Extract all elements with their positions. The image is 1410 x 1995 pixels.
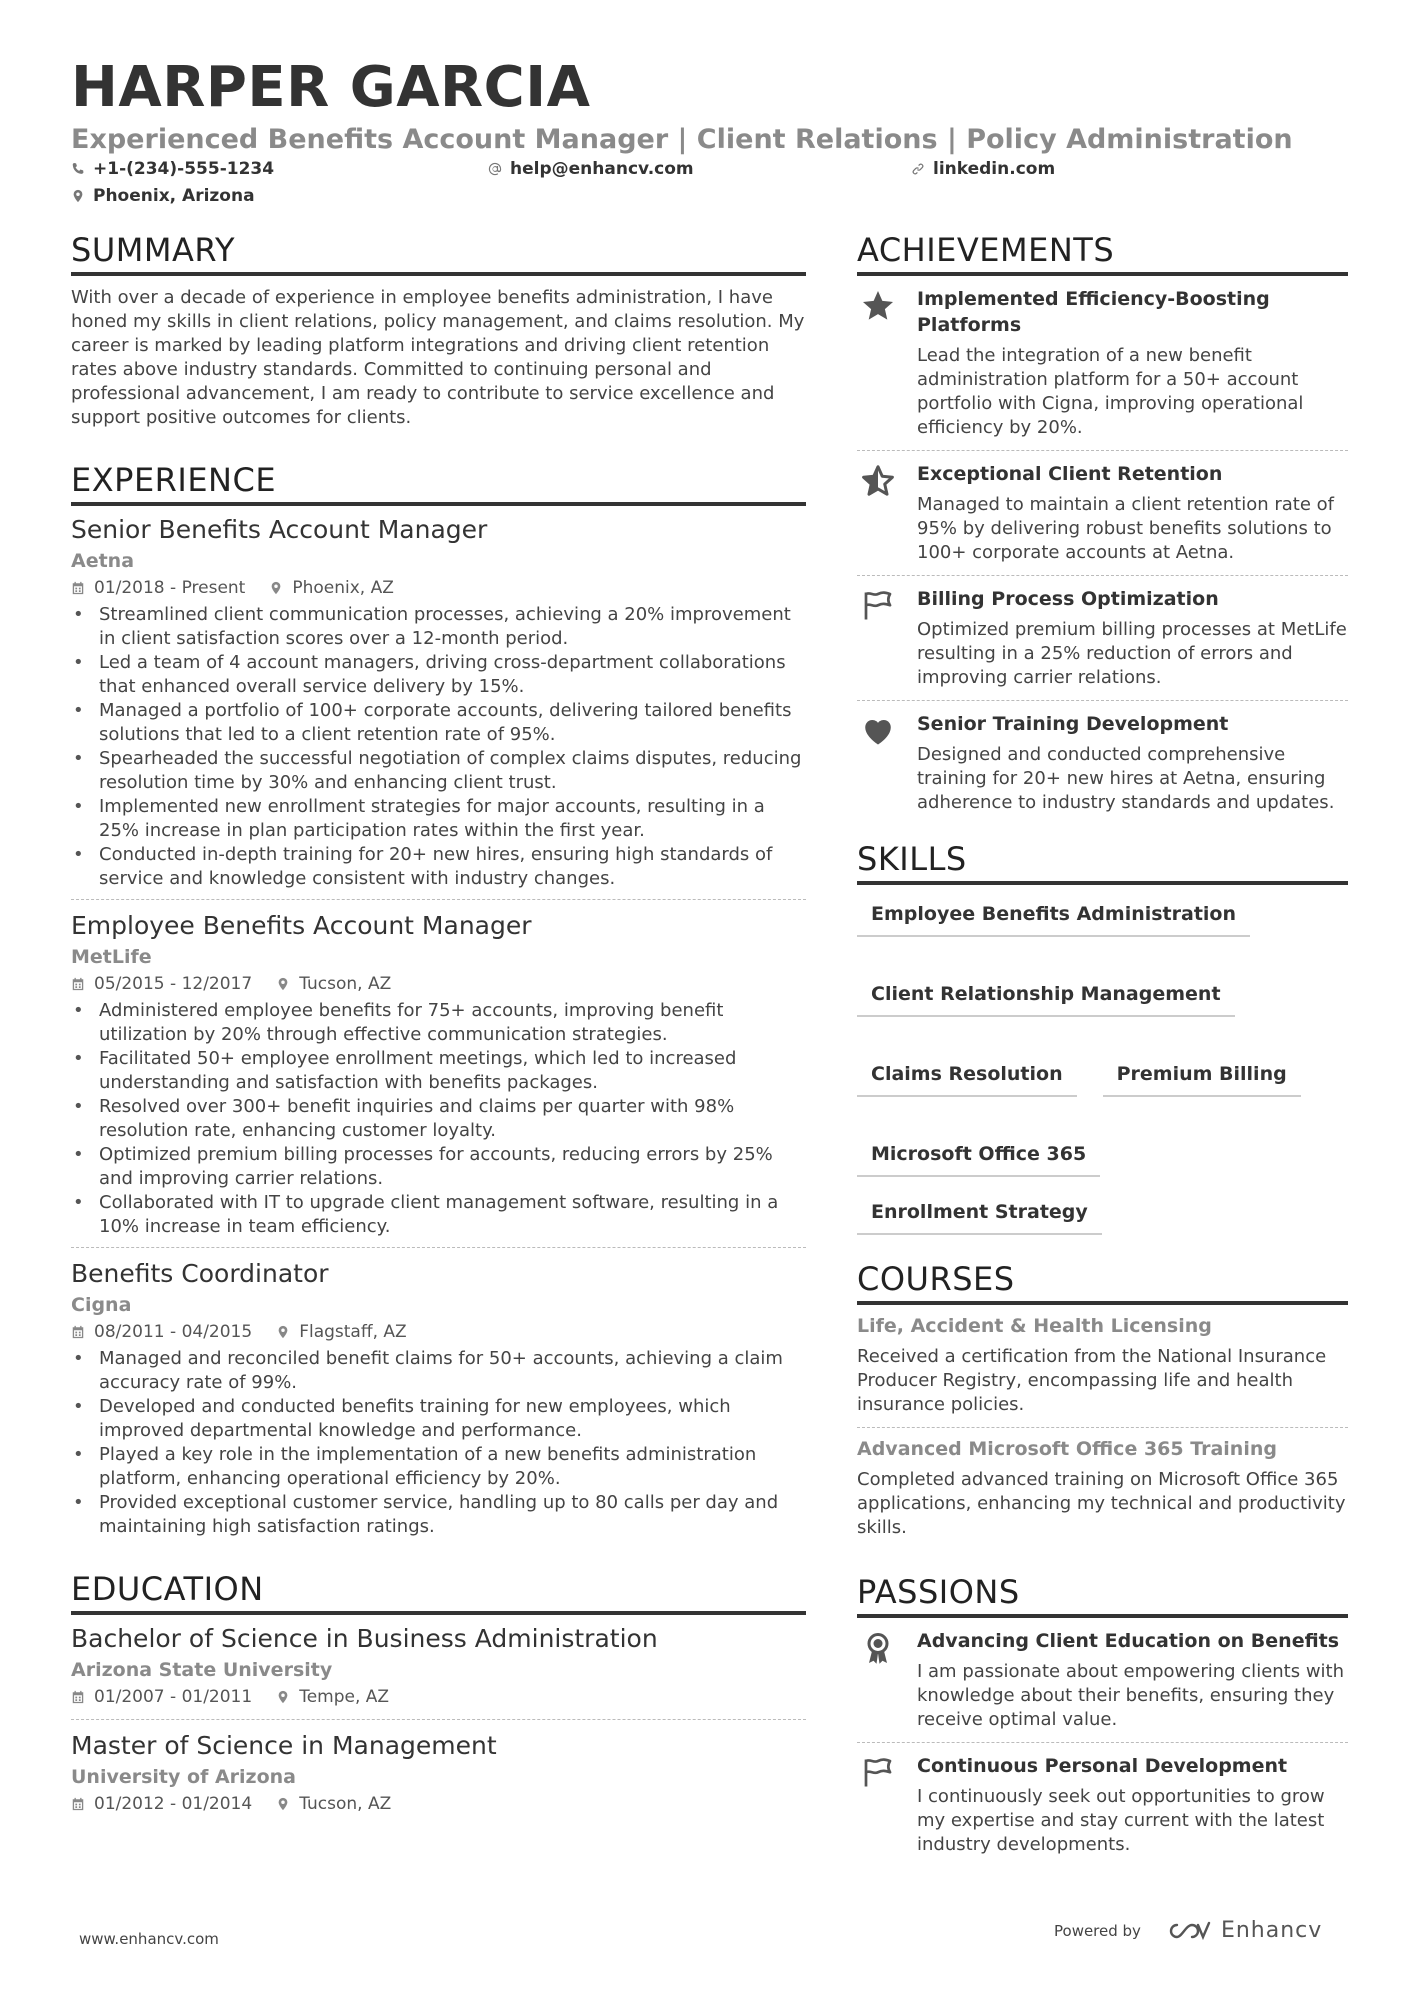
job-list: [71, 514, 806, 1547]
job-bullet: • Implemented new enrollment strategies for major accounts, resulting in a 25% increase in plan participation rates within the first year.: [71, 795, 806, 843]
achievement-desc: Managed to maintain a client retention rate of 95% by delivering robust benefits solutions to 100+ corporate accounts at Aetna.: [917, 494, 1334, 563]
degree-title: Master of Science in Management: [71, 1731, 497, 1760]
right-column: [857, 230, 1348, 1867]
map-pin-icon: [276, 1797, 290, 1811]
phone-icon: [71, 162, 85, 176]
experience-section: [71, 460, 806, 1547]
calendar-icon: [71, 977, 85, 991]
job-bullets: [71, 999, 806, 1239]
education-dates: [71, 1685, 252, 1709]
skill-list: [857, 901, 1348, 1235]
passion-item: [857, 1742, 1348, 1867]
passion-desc: I continuously seek out opportunities to grow my expertise and stay current with the latest industry developments.: [917, 1786, 1325, 1855]
course-title: Advanced Microsoft Office 365 Training: [857, 1438, 1277, 1460]
map-pin-icon: [276, 1325, 290, 1339]
course-list: [857, 1305, 1348, 1550]
map-pin-icon: [276, 1690, 290, 1704]
job-dates-text: 01/2018 - Present: [94, 578, 246, 598]
courses-section: [857, 1259, 1348, 1550]
job-bullet: • Spearheaded the successful negotiation of complex claims disputes, reducing resolution time by 30% and enhancing client trust.: [71, 747, 806, 795]
skills-section: [857, 839, 1348, 1235]
skill-tag: Employee Benefits Administration: [857, 901, 1250, 937]
job-entry: [71, 1247, 806, 1547]
education-location: [276, 1685, 389, 1709]
course-desc: Completed advanced training on Microsoft Office 365 applications, enhancing my technical and productivity skills.: [857, 1469, 1346, 1538]
job-entry: [71, 899, 806, 1247]
education-location: [276, 1792, 391, 1816]
job-bullet: • Provided exceptional customer service, handling up to 80 calls per day and maintaining high satisfaction ratings.: [71, 1491, 806, 1539]
job-bullet: • Developed and conducted benefits training for new employees, which improved departmental knowledge and performance.: [71, 1395, 806, 1443]
job-title: Employee Benefits Account Manager: [71, 911, 532, 940]
job-meta: [71, 1320, 806, 1344]
job-bullet: • Managed and reconciled benefit claims for 50+ accounts, achieving a claim accuracy rate of 99%.: [71, 1347, 806, 1395]
course-desc: Received a certification from the National Insurance Producer Registry, encompassing life and health insurance policies.: [857, 1346, 1327, 1415]
achievement-item: [857, 700, 1348, 825]
job-dates: [71, 576, 245, 600]
education-location-text: Tucson, AZ: [299, 1794, 392, 1814]
job-location-text: Flagstaff, AZ: [299, 1322, 407, 1342]
contact-location: [71, 185, 255, 207]
location-text: Phoenix, Arizona: [93, 186, 255, 206]
passions-section: [857, 1572, 1348, 1867]
summary-section: [71, 230, 806, 430]
education-meta: [71, 1792, 806, 1816]
job-dates-text: 08/2011 - 04/2015: [94, 1322, 253, 1342]
experience-heading: EXPERIENCE: [71, 460, 806, 506]
summary-text: With over a decade of experience in employee benefits administration, I have honed my skills in client relations, policy management, and claims resolution. My career is marked by leading platform integrations and driving client retention rates above industry standards. Committed to continuing personal and professional advancement, I am ready to contribute to service excellence and support positive outcomes for clients.: [71, 287, 805, 428]
flag-icon: [860, 588, 896, 624]
job-bullet: • Administered employee benefits for 75+ accounts, improving benefit utilization by 20% through effective communication strategies.: [71, 999, 806, 1047]
map-pin-icon: [276, 977, 290, 991]
job-company: Aetna: [71, 550, 135, 572]
contact-phone[interactable]: [71, 158, 274, 180]
achievement-desc: Designed and conducted comprehensive training for 20+ new hires at Aetna, ensuring adherence to industry standards and updates.: [917, 744, 1335, 813]
job-bullet: • Streamlined client communication processes, achieving a 20% improvement in client satisfaction scores over a 12-month period.: [71, 603, 806, 651]
award-ribbon-icon: [860, 1630, 896, 1666]
job-dates: [71, 972, 252, 996]
education-section: [71, 1569, 806, 1826]
map-pin-icon: [269, 581, 283, 595]
course-title: Life, Accident & Health Licensing: [857, 1315, 1212, 1337]
achievement-title: Exceptional Client Retention: [917, 463, 1223, 485]
summary-heading: SUMMARY: [71, 230, 806, 276]
skill-tag: Premium Billing: [1103, 1061, 1301, 1097]
achievement-title: Implemented Efficiency-Boosting Platforms: [917, 288, 1270, 336]
footer-website[interactable]: www.enhancv.com: [79, 1930, 219, 1948]
contact-email[interactable]: [488, 158, 694, 180]
course-item: [857, 1427, 1348, 1550]
skills-heading: SKILLS: [857, 839, 1348, 885]
job-location: [276, 972, 391, 996]
calendar-icon: [71, 1325, 85, 1339]
skill-tag: Enrollment Strategy: [857, 1199, 1102, 1235]
job-bullet: • Played a key role in the implementation of a new benefits administration platform, enhancing operational efficiency by 20%.: [71, 1443, 806, 1491]
job-entry: [71, 514, 806, 899]
map-pin-icon: [71, 189, 85, 203]
education-heading: EDUCATION: [71, 1569, 806, 1615]
enhancv-logo[interactable]: [1165, 1918, 1322, 1943]
school-name: Arizona State University: [71, 1659, 333, 1681]
job-bullet: • Facilitated 50+ employee enrollment meetings, which led to increased understanding and satisfaction with benefits packages.: [71, 1047, 806, 1095]
heart-icon: [860, 713, 896, 749]
job-location-text: Tucson, AZ: [299, 974, 392, 994]
job-meta: [71, 576, 806, 600]
phone-text: +1-(234)-555-1234: [93, 159, 275, 179]
job-dates: [71, 1320, 252, 1344]
footer-branding: [1054, 1918, 1322, 1943]
job-bullets: [71, 603, 806, 891]
job-location: [276, 1320, 406, 1344]
job-bullet: • Led a team of 4 account managers, driving cross-department collaborations that enhanced overall service delivery by 15%.: [71, 651, 806, 699]
job-title: Senior Benefits Account Manager: [71, 515, 488, 544]
job-company: MetLife: [71, 946, 152, 968]
achievement-title: Billing Process Optimization: [917, 588, 1219, 610]
skill-tag: Microsoft Office 365: [857, 1141, 1100, 1177]
flag-icon: [860, 1755, 896, 1791]
star-outline-icon: [860, 463, 896, 499]
degree-title: Bachelor of Science in Business Administration: [71, 1624, 658, 1653]
education-meta: [71, 1685, 806, 1709]
calendar-icon: [71, 1690, 85, 1704]
education-dates: [71, 1792, 252, 1816]
passion-title: Advancing Client Education on Benefits: [917, 1630, 1340, 1652]
education-list: [71, 1623, 806, 1826]
link-icon: [911, 162, 925, 176]
job-bullet: • Conducted in-depth training for 20+ new hires, ensuring high standards of service and knowledge consistent with industry changes.: [71, 843, 806, 891]
job-dates-text: 05/2015 - 12/2017: [94, 974, 253, 994]
linkedin-text: linkedin.com: [933, 159, 1056, 179]
email-text: help@enhancv.com: [510, 159, 694, 179]
passion-item: [857, 1618, 1348, 1742]
passion-title: Continuous Personal Development: [917, 1755, 1288, 1777]
education-dates-text: 01/2007 - 01/2011: [94, 1687, 253, 1707]
achievement-list: [857, 276, 1348, 825]
candidate-name: HARPER GARCIA: [71, 55, 591, 120]
achievements-heading: ACHIEVEMENTS: [857, 230, 1348, 276]
education-dates-text: 01/2012 - 01/2014: [94, 1794, 253, 1814]
education-entry: [71, 1719, 806, 1826]
passion-desc: I am passionate about empowering clients with knowledge about their benefits, ensuring they receive optimal value.: [917, 1661, 1345, 1730]
education-entry: [71, 1623, 806, 1719]
job-title: Benefits Coordinator: [71, 1259, 329, 1288]
passion-list: [857, 1618, 1348, 1867]
achievement-title: Senior Training Development: [917, 713, 1229, 735]
star-filled-icon: [860, 288, 896, 324]
calendar-icon: [71, 581, 85, 595]
calendar-icon: [71, 1797, 85, 1811]
course-item: [857, 1305, 1348, 1427]
skill-tag: Claims Resolution: [857, 1061, 1077, 1097]
job-company: Cigna: [71, 1294, 132, 1316]
job-bullet: • Optimized premium billing processes for accounts, reducing errors by 25% and improving carrier relations.: [71, 1143, 806, 1191]
skill-tag: Client Relationship Management: [857, 981, 1235, 1017]
job-bullet: • Resolved over 300+ benefit inquiries and claims per quarter with 98% resolution rate, enhancing customer loyalty.: [71, 1095, 806, 1143]
courses-heading: COURSES: [857, 1259, 1348, 1305]
school-name: University of Arizona: [71, 1766, 296, 1788]
at-sign-icon: [488, 162, 502, 176]
achievement-item: [857, 575, 1348, 700]
enhancv-logo-icon: [1165, 1919, 1211, 1943]
achievement-item: [857, 450, 1348, 575]
left-column: [71, 230, 806, 1826]
achievements-section: [857, 230, 1348, 825]
education-location-text: Tempe, AZ: [299, 1687, 390, 1707]
contact-linkedin[interactable]: [911, 158, 1055, 180]
passions-heading: PASSIONS: [857, 1572, 1348, 1618]
job-location-text: Phoenix, AZ: [292, 578, 394, 598]
achievement-item: [857, 276, 1348, 450]
job-meta: [71, 972, 806, 996]
job-location: [269, 576, 394, 600]
candidate-headline: Experienced Benefits Account Manager | Client Relations | Policy Administration: [71, 124, 1293, 155]
job-bullets: [71, 1347, 806, 1539]
achievement-desc: Optimized premium billing processes at MetLife resulting in a 25% reduction of errors and improving carrier relations.: [917, 619, 1347, 688]
job-bullet: • Managed a portfolio of 100+ corporate accounts, delivering tailored benefits solutions that led to a client retention rate of 95%.: [71, 699, 806, 747]
powered-by-text: Powered by: [1054, 1921, 1141, 1940]
brand-name: Enhancv: [1220, 1918, 1323, 1943]
job-bullet: • Collaborated with IT to upgrade client management software, resulting in a 10% increase in team efficiency.: [71, 1191, 806, 1239]
achievement-desc: Lead the integration of a new benefit administration platform for a 50+ account portfolio with Cigna, improving operational efficiency by 20%.: [917, 345, 1304, 438]
